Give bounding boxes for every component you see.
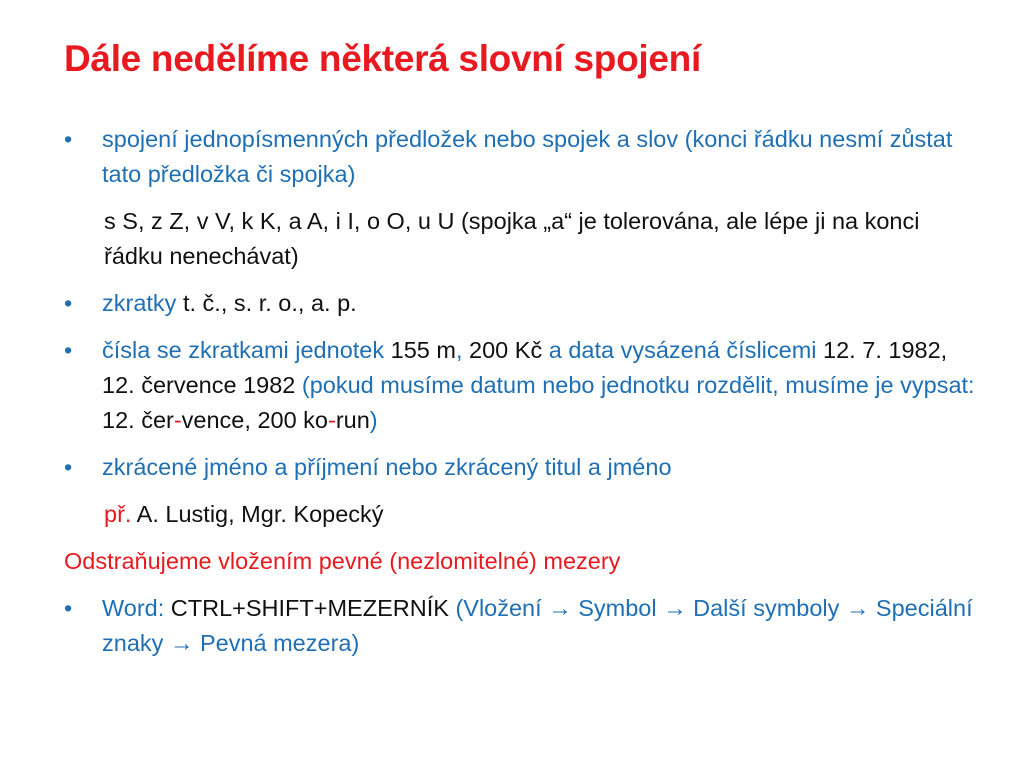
item-example: 200 Kč (469, 337, 543, 363)
item-example: 155 m (390, 337, 456, 363)
item-text: čísla se zkratkami jednotek (102, 337, 385, 363)
example-names (64, 497, 984, 532)
bullet-icon: • (64, 126, 73, 152)
item-example: vence, 200 ko (181, 407, 328, 433)
item-example: 12. čer (102, 407, 174, 433)
slide-content (64, 122, 984, 673)
item-example: 12. 7. 1982, 12. července 1982 (102, 337, 948, 398)
example-text: A. Lustig, Mgr. Kopecký (136, 501, 384, 527)
item-text: (pokud musíme datum nebo jednotku rozdělit, musíme je vypsat: (301, 372, 975, 398)
item-text: a data vysázená číslicemi (548, 337, 817, 363)
item-label: zkratky (102, 290, 177, 316)
example-prefix: př. (104, 501, 132, 527)
bullet-item-numbers (64, 333, 984, 438)
menu-path: (Vložení → Symbol → Další symboly → Speciální znaky → Pevná mezera) (102, 595, 973, 656)
hyphen: - (173, 407, 182, 433)
item-example: run (335, 407, 370, 433)
item-text: zkrácené jméno a příjmení nebo zkrácený titul a jméno (102, 454, 672, 480)
item-text: spojení jednopísmenných předložek nebo spojek a slov (konci řádku nesmí zůstat tato předložka či spojka) (102, 126, 953, 187)
item-label: Word: (102, 595, 165, 621)
separator: , (455, 337, 463, 363)
slide-title: Dále nedělíme některá slovní spojení (64, 38, 701, 79)
note-heading: Odstraňujeme vložením pevné (nezlomitelné) mezery (64, 548, 621, 574)
paren-close: ) (369, 407, 378, 433)
bullet-item-word (64, 591, 984, 661)
bullet-item-abbreviations (64, 286, 984, 321)
bullet-icon: • (64, 290, 73, 316)
example-prepositions: s S, z Z, v V, k K, a A, i I, o O, u U (spojka „a“ je tolerována, ale lépe ji na konci řádku nenechávat) (104, 208, 920, 269)
bullet-icon: • (64, 454, 73, 480)
bullet-icon: • (64, 337, 73, 363)
shortcut-text: CTRL+SHIFT+MEZERNÍK (170, 595, 449, 621)
bullet-item-names (64, 450, 984, 485)
item-example: t. č., s. r. o., a. p. (182, 290, 357, 316)
bullet-item-prepositions (64, 122, 984, 192)
hyphen: - (328, 407, 336, 433)
bullet-icon: • (64, 595, 73, 621)
